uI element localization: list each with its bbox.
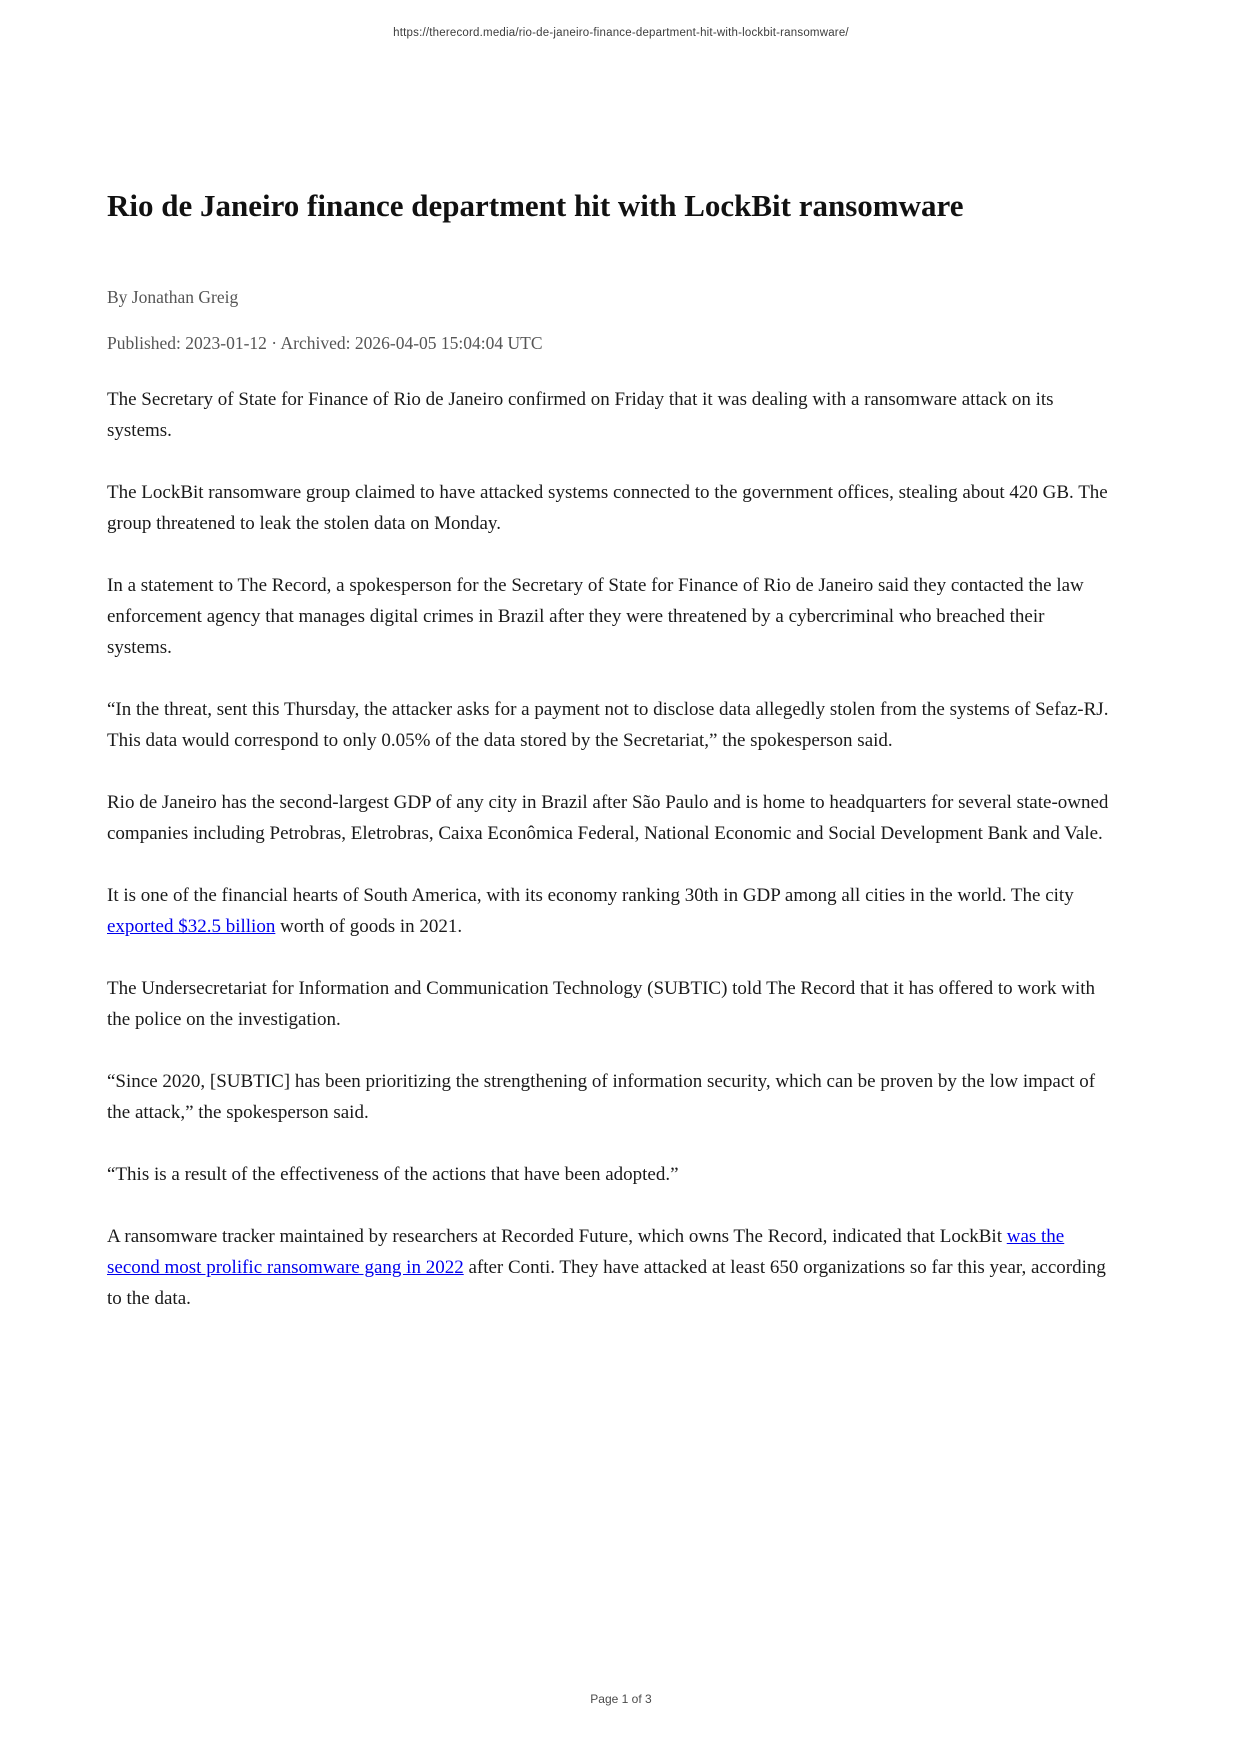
inline-link[interactable]: exported $32.5 billion — [107, 916, 276, 937]
print-header-url: https://therecord.media/rio-de-janeiro-finance-department-hit-with-lockbit-ransomware/ — [393, 27, 849, 39]
article-paragraph: It is one of the financial hearts of South America, with its economy ranking 30th in GDP among all cities in the world. The city exported $32.5 billion worth of goods in 2021. — [107, 885, 1074, 937]
article-paragraph: A ransomware tracker maintained by researchers at Recorded Future, which owns The Record, indicated that LockBit was the second most prolific ransomware gang in 2022 after Conti. They have attacked at least 650 organizations so far this year, according to the data. — [107, 1226, 1106, 1309]
article-dateline: Published: 2023-01-12 · Archived: 2026-04-05 15:04:04 UTC — [107, 333, 543, 353]
article-content — [107, 0, 1112, 1314]
article-paragraph: The LockBit ransomware group claimed to have attacked systems connected to the government offices, stealing about 420 GB. The group threatened to leak the stolen data on Monday. — [107, 482, 1108, 534]
article-paragraph: “In the threat, sent this Thursday, the attacker asks for a payment not to disclose data allegedly stolen from the systems of Sefaz-RJ. This data would correspond to only 0.05% of the data stored by the Secretariat,” the spokesperson said. — [107, 699, 1109, 751]
article-paragraph: The Secretary of State for Finance of Rio de Janeiro confirmed on Friday that it was dealing with a ransomware attack on its systems. — [107, 389, 1054, 441]
page-number-indicator: Page 1 of 3 — [590, 1692, 652, 1706]
article-paragraph: “Since 2020, [SUBTIC] has been prioritizing the strengthening of information security, which can be proven by the low impact of the attack,” the spokesperson said. — [107, 1071, 1096, 1123]
article-paragraph: In a statement to The Record, a spokesperson for the Secretary of State for Finance of Rio de Janeiro said they contacted the law enforcement agency that manages digital crimes in Brazil after they were threatened by a cybercriminal who breached their systems. — [107, 575, 1084, 658]
article-paragraph: The Undersecretariat for Information and Communication Technology (SUBTIC) told The Record that it has offered to work with the police on the investigation. — [107, 978, 1095, 1030]
article-paragraph: “This is a result of the effectiveness of the actions that have been adopted.” — [107, 1164, 679, 1185]
article-body — [107, 384, 1112, 1314]
page-title: Rio de Janeiro finance department hit with LockBit ransomware — [107, 188, 964, 223]
inline-link[interactable]: was the second most prolific ransomware gang in 2022 — [107, 1226, 1065, 1278]
article-paragraph: Rio de Janeiro has the second-largest GDP of any city in Brazil after São Paulo and is home to headquarters for several state-owned companies including Petrobras, Eletrobras, Caixa Econômica Federal, National Economic and Social Development Bank and Vale. — [107, 792, 1109, 844]
article-byline: By Jonathan Greig — [107, 287, 239, 307]
